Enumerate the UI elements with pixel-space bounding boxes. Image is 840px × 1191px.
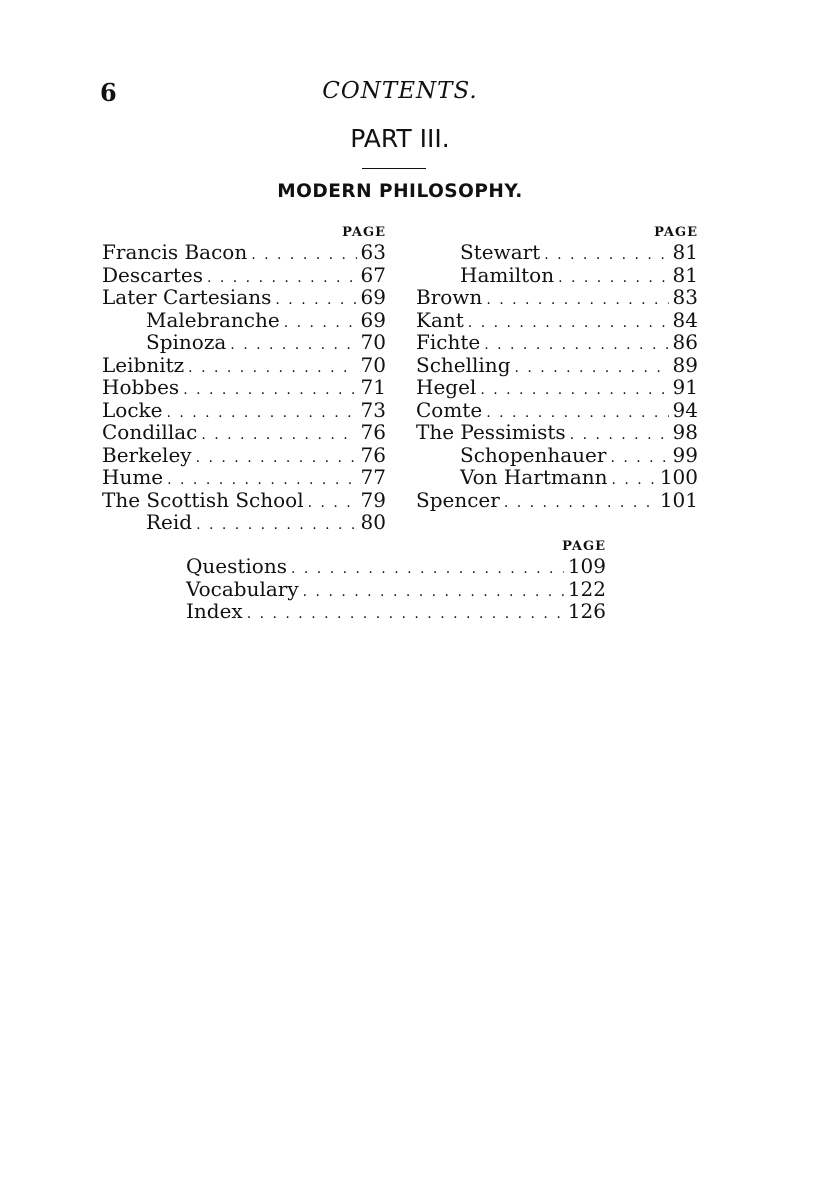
toc-entry-von-hartmann: Von Hartmann . . . 100 xyxy=(416,466,698,489)
running-head: CONTENTS. xyxy=(322,78,478,104)
toc-entry-later-cartesians: Later Cartesians . . . 69 xyxy=(102,286,386,309)
section-title: MODERN PHILOSOPHY. xyxy=(277,181,523,202)
toc-entry-schopenhauer: Schopenhauer . . . 99 xyxy=(416,444,698,467)
toc-entry-hume: Hume . . . 77 xyxy=(102,466,386,489)
toc-entry-scottish-school: The Scottish School . . . 79 xyxy=(102,489,386,512)
toc-entry-vocabulary: Vocabulary . . . 122 xyxy=(186,578,606,601)
toc-entry-spinoza: Spinoza . . . 70 xyxy=(102,331,386,354)
toc-entry-hamilton: Hamilton . . . 81 xyxy=(416,264,698,287)
toc-entry-descartes: Descartes . . . 67 xyxy=(102,264,386,287)
toc-entry-reid: Reid . . . 80 xyxy=(102,511,386,534)
toc-entry-kant: Kant . . . 84 xyxy=(416,309,698,332)
toc-appendix xyxy=(186,539,606,623)
toc-entry-fichte: Fichte . . . 86 xyxy=(416,331,698,354)
toc-right-column xyxy=(416,225,698,511)
toc-entry-berkeley: Berkeley . . . 76 xyxy=(102,444,386,467)
toc-entry-stewart: Stewart . . . 81 xyxy=(416,241,698,264)
toc-entry-hobbes: Hobbes . . . 71 xyxy=(102,376,386,399)
toc-entry-spencer: Spencer . . . 101 xyxy=(416,489,698,512)
toc-entry-francis-bacon: Francis Bacon . . . 63 xyxy=(102,241,386,264)
page-column-label: PAGE xyxy=(342,225,386,240)
divider-rule xyxy=(362,168,426,169)
page-column-label: PAGE xyxy=(654,225,698,240)
part-title: PART III. xyxy=(350,124,450,153)
toc-entry-index: Index . . . 126 xyxy=(186,600,606,623)
toc-entry-comte: Comte . . . 94 xyxy=(416,399,698,422)
toc-entry-questions: Questions . . . 109 xyxy=(186,555,606,578)
toc-entry-hegel: Hegel . . . 91 xyxy=(416,376,698,399)
toc-entry-leibnitz: Leibnitz . . . 70 xyxy=(102,354,386,377)
toc-entry-condillac: Condillac . . . 76 xyxy=(102,421,386,444)
toc-entry-pessimists: The Pessimists . . . 98 xyxy=(416,421,698,444)
toc-left-column xyxy=(102,225,386,534)
toc-entry-locke: Locke . . . 73 xyxy=(102,399,386,422)
toc-entry-malebranche: Malebranche . . . 69 xyxy=(102,309,386,332)
page-number: 6 xyxy=(100,78,117,107)
toc-entry-schelling: Schelling . . . 89 xyxy=(416,354,698,377)
toc-entry-brown: Brown . . . 83 xyxy=(416,286,698,309)
page-column-label: PAGE xyxy=(562,539,606,554)
